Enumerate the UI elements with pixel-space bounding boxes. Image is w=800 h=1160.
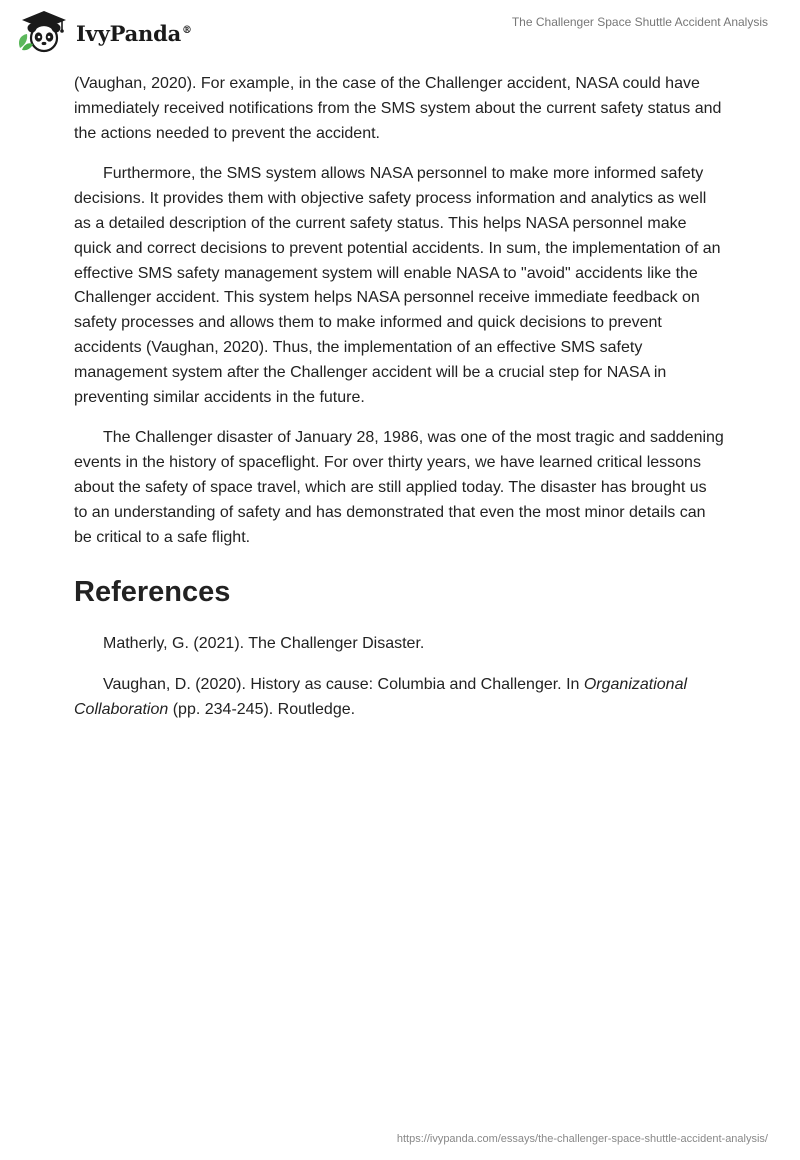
- source-url[interactable]: https://ivypanda.com/essays/the-challenger-space-shuttle-accident-analysis/: [396, 1133, 768, 1145]
- running-title: The Challenger Space Shuttle Accident Analysis: [511, 15, 768, 29]
- reference-text: Vaughan, D. (2020). History as cause: Columbia and Challenger. In: [103, 676, 584, 694]
- ivypanda-logo[interactable]: [14, 8, 192, 54]
- paragraph-conclusion: The Challenger disaster of January 28, 1986, was one of the most tragic and saddening events in the history of spaceflight. For over thirty years, we have learned critical lessons about the safety of space travel, which are still applied today. The disaster has brought us to an understanding of safety and has demonstrated that even the most minor details can be critical to a safe flight.: [74, 429, 724, 546]
- essay-body: [74, 72, 724, 739]
- panda-graduate-icon: [14, 8, 74, 54]
- reference-text: (pp. 234-245). Routledge.: [168, 700, 356, 718]
- reference-source-title: Organizational Collaboration: [74, 676, 688, 718]
- reference-item: Matherly, G. (2021). The Challenger Disaster.: [103, 635, 425, 653]
- brand-name: IvyPanda®: [76, 20, 192, 46]
- registered-mark: ®: [182, 24, 192, 36]
- references-heading: References: [74, 576, 231, 609]
- paragraph-continuation: (Vaughan, 2020). For example, in the case of the Challenger accident, NASA could have immediately received notifications from the SMS system about the current safety status and the actions needed to prevent the accident.: [74, 75, 722, 142]
- paragraph-sms-decisions: Furthermore, the SMS system allows NASA personnel to make more informed safety decisions. It provides them with objective safety process information and analytics as well as a detailed description of the current safety status. This helps NASA personnel make quick and correct decisions to prevent potential accidents. In sum, the implementation of an effective SMS safety management system will enable NASA to "avoid" accidents like the Challenger accident. This system helps NASA personnel receive immediate feedback on safety processes and allows them to make informed and quick decisions to prevent accidents (Vaughan, 2020). Thus, the implementation of an effective SMS safety management system after the Challenger accident will be a crucial step for NASA in preventing similar accidents in the future.: [74, 165, 721, 406]
- reference-item: [74, 673, 724, 723]
- page-header: [0, 0, 800, 60]
